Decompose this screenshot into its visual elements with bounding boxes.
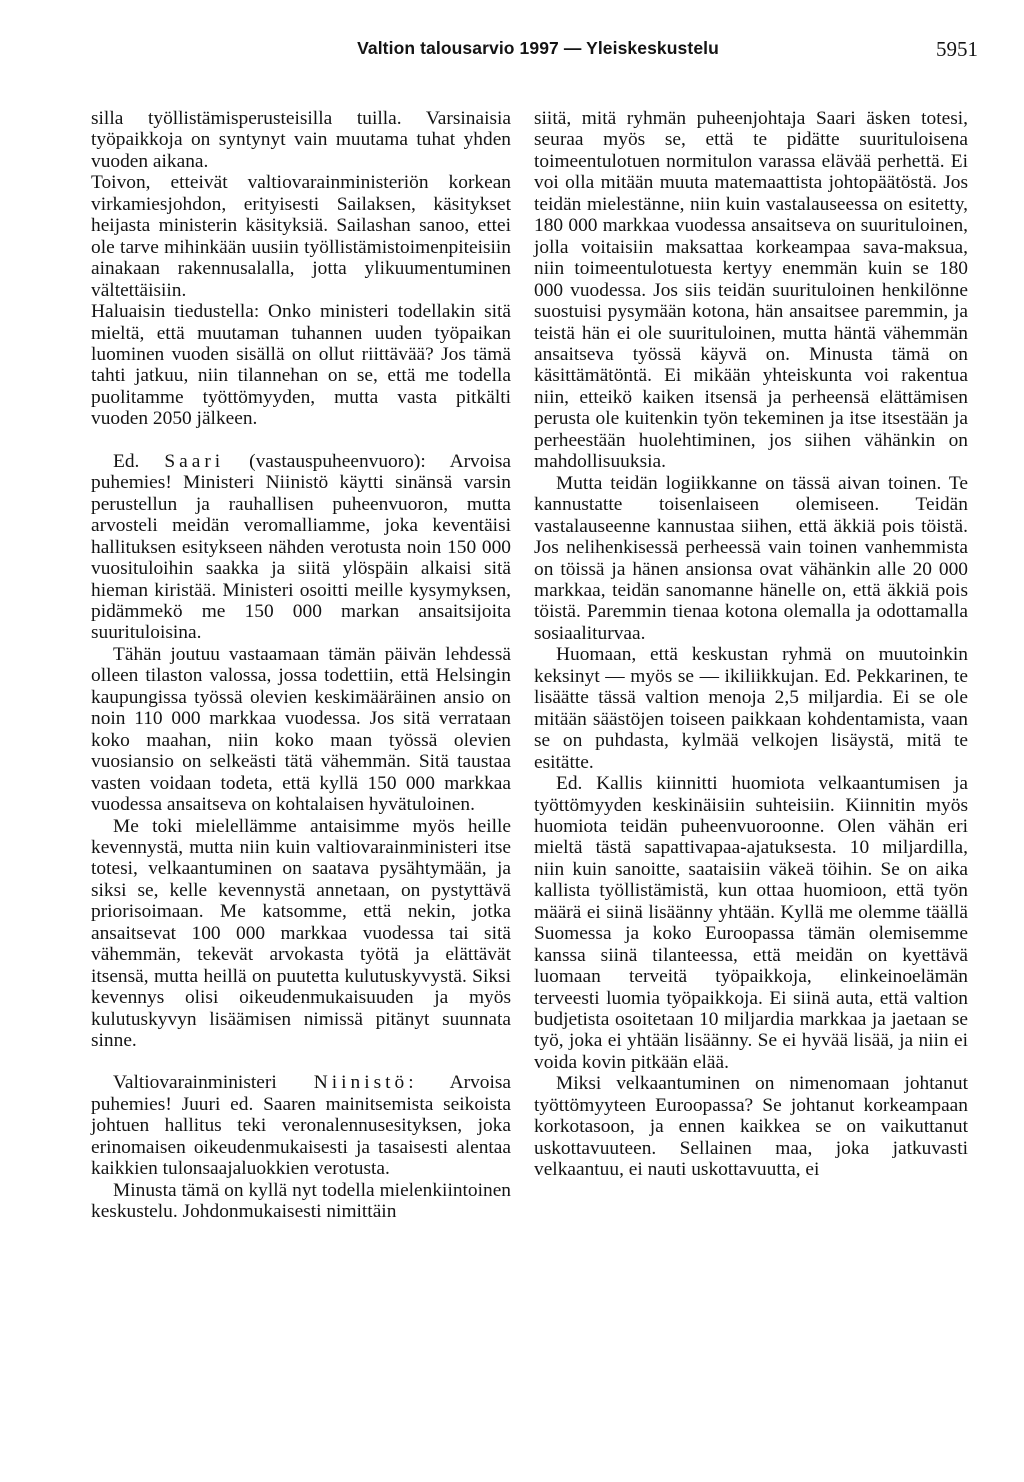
paragraph: Ed. Kallis kiinnitti huomiota velkaantumisen ja työttömyyden keskinäisiin suhteisiin. Kiinnitin myös huomiota teidän puheenvuoroonne. Olen vähän eri mieltä tästä sapattivapaa-ajatuksesta. 10 miljardilla, niin kuin sanoitte, saataisiin väkeä töihin. Se on aika kallista työllistämistä, kun ottaa huomioon, että työn määrä ei siinä lisäänny yhtään. Kyllä me olemme täällä Suomessa ja koko Euroopassa tämän olemisemme kanssa siinä tilanteessa, että meidän on kyettävä luomaan terveitä työpaikkoja, elinkeinoelämän terveesti luomia työpaikkoja. Ei siinä auta, että valtion budjetista osoitetaan 10 miljardia markkaa ja jaetaan se työ, joka ei yhtään lisäänny. Se ei hyvää lisää, ja niin ei voida kovin pitkään elää. [534, 773, 968, 1073]
paragraph: silla työllistämisperusteisilla tuilla. Varsinaisia työpaikkoja on syntynyt vain muutama tuhat yhden vuoden aikana. [91, 108, 511, 172]
speaker-name: Niinistö [313, 1072, 409, 1094]
speaker-title: Valtiovarainministeri [113, 1072, 314, 1094]
right-column [534, 108, 968, 1181]
speech-opening [91, 451, 511, 644]
paragraph: Me toki mielellämme antaisimme myös heille kevennystä, mutta niin kuin valtiovarainministeri itse totesi, velkaantuminen on saatava pysähtymään, ja siksi se, kelle kevennystä annetaan, on pystyttävä priorisoimaan. Me katsomme, että nekin, jotka ansaitsevat 100 000 markkaa vuodessa tai sitä vähemmän, tekevät arvokasta työtä ja elättävät itsensä, mutta heillä on puutetta kulutuskyvystä. Siksi kevennys olisi oikeudenmukaisuuden ja myös kulutuskyvyn lisäämisen nimissä pitänyt suunnata sinne. [91, 815, 511, 1052]
page-number: 5951 [936, 37, 978, 61]
running-title: Valtion talousarvio 1997 — Yleiskeskustelu [357, 38, 719, 58]
speech-text: (vastauspuheenvuoro): Arvoisa puhemies! Ministeri Niinistö käytti sinänsä varsin perustellun ja rauhallisen puheenvuoron, mutta arvosteli meidän veromalliamme, joka keventäisi hallituksen esitykseen nähden verotusta noin 150 000 vuosituloihin saakka ja siitä ylöspäin alkaisi sitä hieman kiristää. Ministeri osoitti meille kysymyksen, pidämmekö me 150 000 markan ansaitsijoita suurituloisina. [91, 450, 511, 644]
page-header [88, 38, 988, 66]
speaker-title: Ed. [113, 450, 165, 472]
paragraph: Miksi velkaantuminen on nimenomaan johtanut työttömyyteen Euroopassa? Se johtanut korkeampaan korkotasoon, ja ennen kaikkea se on vaikuttanut uskottavuuteen. Sellainen maa, joka jatkuvasti velkaantuu, ei nauti uskottavuutta, ei [534, 1073, 968, 1181]
speech-text: : Arvoisa puhemies! Juuri ed. Saaren mainitsemista seikoista johtuen hallitus teki veronalennusesityksen, joka erinomaisen oikeudenmukaisesti ja tasaisesti alentaa kaikkien tulonsaajaluokkien verotusta. [91, 1072, 511, 1180]
left-column [91, 108, 511, 1223]
speaker-name: Saari [164, 450, 225, 472]
speech-opening [91, 1072, 511, 1179]
paragraph: Mutta teidän logiikkanne on tässä aivan toinen. Te kannustatte toisenlaiseen olemiseen. Teidän vastalauseenne kannustaa siihen, että äkkiä pois töistä. Jos nelihenkisessä perheessä vain toinen vanhemmista on töissä ja hänen ansionsa ovat vähänkin alle 20 000 markkaa, teidän sanomanne hänelle on, että äkkiä pois töistä. Paremmin tienaa kotona olemalla ja odottamalla sosiaaliturvaa. [534, 472, 968, 644]
paragraph: siitä, mitä ryhmän puheenjohtaja Saari äsken totesi, seuraa myös se, että te pidätte suurituloisena toimeentulotuen normitulon varassa elävää perhettä. Ei voi olla mitään muuta matemaattista johtopäätöstä. Jos teidän mielestänne, niin kuin vastalauseessa on esitetty, 180 000 markkaa vuodessa ansaitseva on suurituloinen, jolla voitaisiin maksattaa korkeampaa sava-maksua, niin toimeentulotuesta kertyy enemmän kuin se 180 000 vuodessa. Jos siis teidän suurituloinen henkilönne suostuisi pysymään kotona, hän ansaitsee paremmin, ja teistä hän ei ole suurituloinen, mutta häntä vähemmän ansaitseva työssä käyvä on. Minusta tämä on käsittämätöntä. Ei mikään yhteiskunta voi rakentua niin, etteikö kaiken itsensä ja perheensä elättämisen perusta ole kuitenkin työn tekeminen ja itse itsestään ja perheestään huolehtiminen, jos siihen vähänkin on mahdollisuuksia. [534, 108, 968, 473]
paragraph: Minusta tämä on kyllä nyt todella mielenkiintoinen keskustelu. Johdonmukaisesti nimittäin [91, 1179, 511, 1223]
paragraph: Haluaisin tiedustella: Onko ministeri todellakin sitä mieltä, että muutaman tuhannen uuden työpaikan luominen vuoden sisällä on ollut riittävää? Jos tämä tahti jatkuu, niin tilannehan on se, että me todella puolitamme työttömyyden, mutta vasta pitkälti vuoden 2050 jälkeen. [91, 301, 511, 430]
paragraph: Toivon, etteivät valtiovarainministeriön korkean virkamiesjohdon, erityisesti Sailaksen, käsitykset heijasta ministerin käsityksiä. Sailashan sanoo, ettei ole tarve mihinkään uusiin työllistämistoimenpiteisiin ainakaan rakennusalalla, jotta ylikuumentuminen vältettäisiin. [91, 172, 511, 301]
paragraph: Huomaan, että keskustan ryhmä on muutoinkin keksinyt — myös se — ikiliikkujan. Ed. Pekkarinen, te lisäätte tässä valtion menoja 2,5 miljardia. Ei se ole mitään säästöjen toiseen paikkaan kohdentamista, vaan se on puhdasta, kylmää velkojen lisäystä, mitä te esitätte. [534, 644, 968, 773]
paragraph: Tähän joutuu vastaamaan tämän päivän lehdessä olleen tilaston valossa, jossa todettiin, että Helsingin kaupungissa työssä olevien keskimääräinen ansio on noin 110 000 markkaa vuodessa. Jos sitä verrataan koko maahan, niin koko maan työssä olevien vuosiansio on selkeästi tätä vähemmän. Sitä taustaa vasten voidaan todeta, että kyllä 150 000 markkaa vuodessa ansaitseva on kohtalaisen hyvätuloinen. [91, 643, 511, 816]
